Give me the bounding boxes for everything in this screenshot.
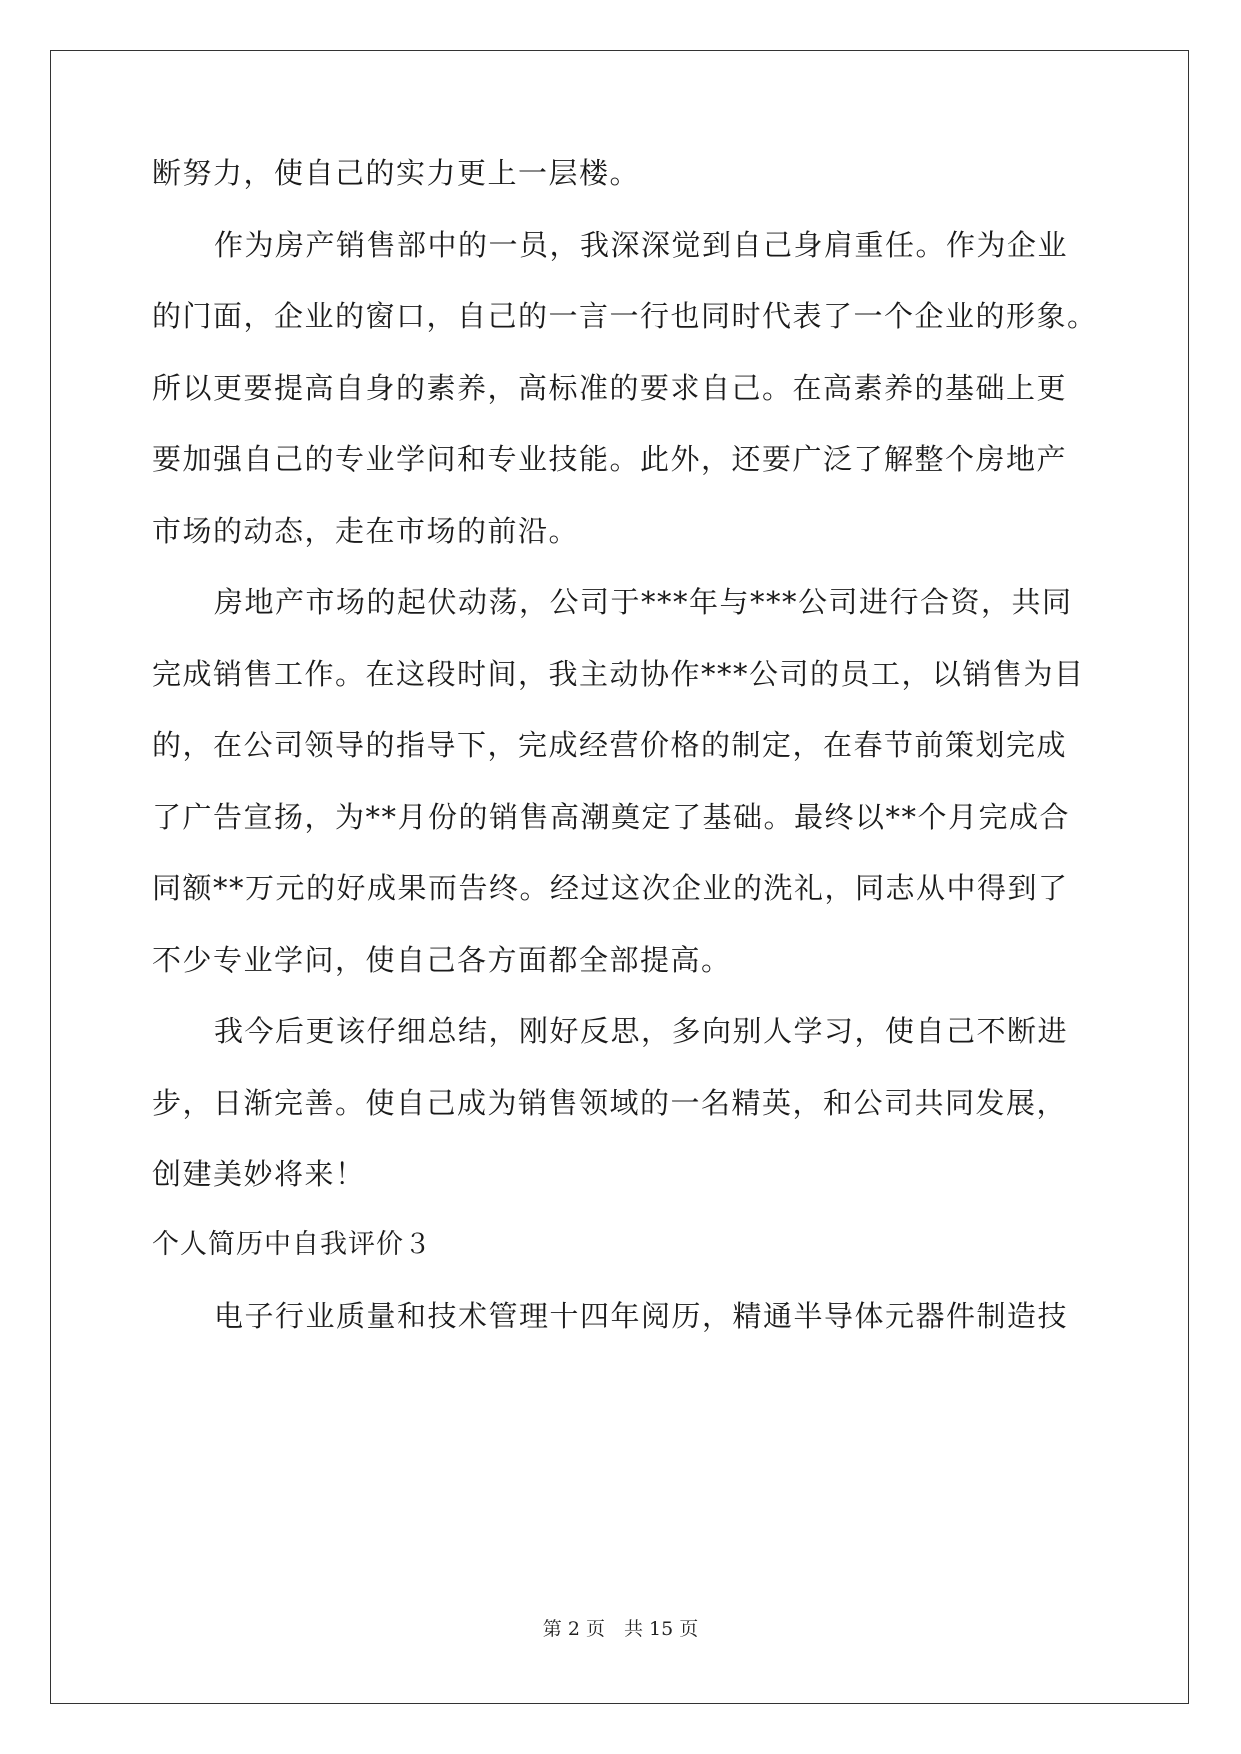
- text-line-10: 了广告宣扬，为**月份的销售高潮奠定了基础。最终以**个月完成合: [152, 800, 1071, 834]
- text-line-3: 的门面，企业的窗口，自己的一言一行也同时代表了一个企业的形象。: [152, 299, 1098, 333]
- text-line-9: 的，在公司领导的指导下，完成经营价格的制定，在春节前策划完成: [152, 728, 1068, 762]
- text-line-5: 要加强自己的专业学问和专业技能。此外，还要广泛了解整个房地产: [152, 442, 1068, 476]
- text-line-14: 步，日渐完善。使自己成为销售领域的一名精英，和公司共同发展，: [152, 1086, 1068, 1120]
- page-number-footer: 第 2 页 共 15 页: [542, 1618, 699, 1640]
- text-line-4: 所以更要提高自身的素养，高标准的要求自己。在高素养的基础上更: [152, 371, 1068, 405]
- text-line-12: 不少专业学问，使自己各方面都全部提高。: [152, 943, 732, 977]
- text-line-6: 市场的动态，走在市场的前沿。: [152, 514, 580, 548]
- text-line-7: 房地产市场的起伏动荡，公司于***年与***公司进行合资，共同: [214, 585, 1073, 619]
- text-line-11: 同额**万元的好成果而告终。经过这次企业的洗礼，同志从中得到了: [152, 871, 1069, 905]
- text-line-13: 我今后更该仔细总结，刚好反思，多向别人学习，使自己不断进: [214, 1014, 1069, 1048]
- text-line-1: 断努力，使自己的实力更上一层楼。: [152, 156, 641, 190]
- text-line-17: 电子行业质量和技术管理十四年阅历，精通半导体元器件制造技: [214, 1299, 1069, 1333]
- text-line-15: 创建美妙将来！: [152, 1157, 366, 1191]
- section-heading: 个人简历中自我评价３: [152, 1229, 432, 1260]
- text-line-8: 完成销售工作。在这段时间，我主动协作***公司的员工，以销售为目: [152, 657, 1085, 691]
- text-line-2: 作为房产销售部中的一员，我深深觉到自己身肩重任。作为企业: [214, 228, 1069, 262]
